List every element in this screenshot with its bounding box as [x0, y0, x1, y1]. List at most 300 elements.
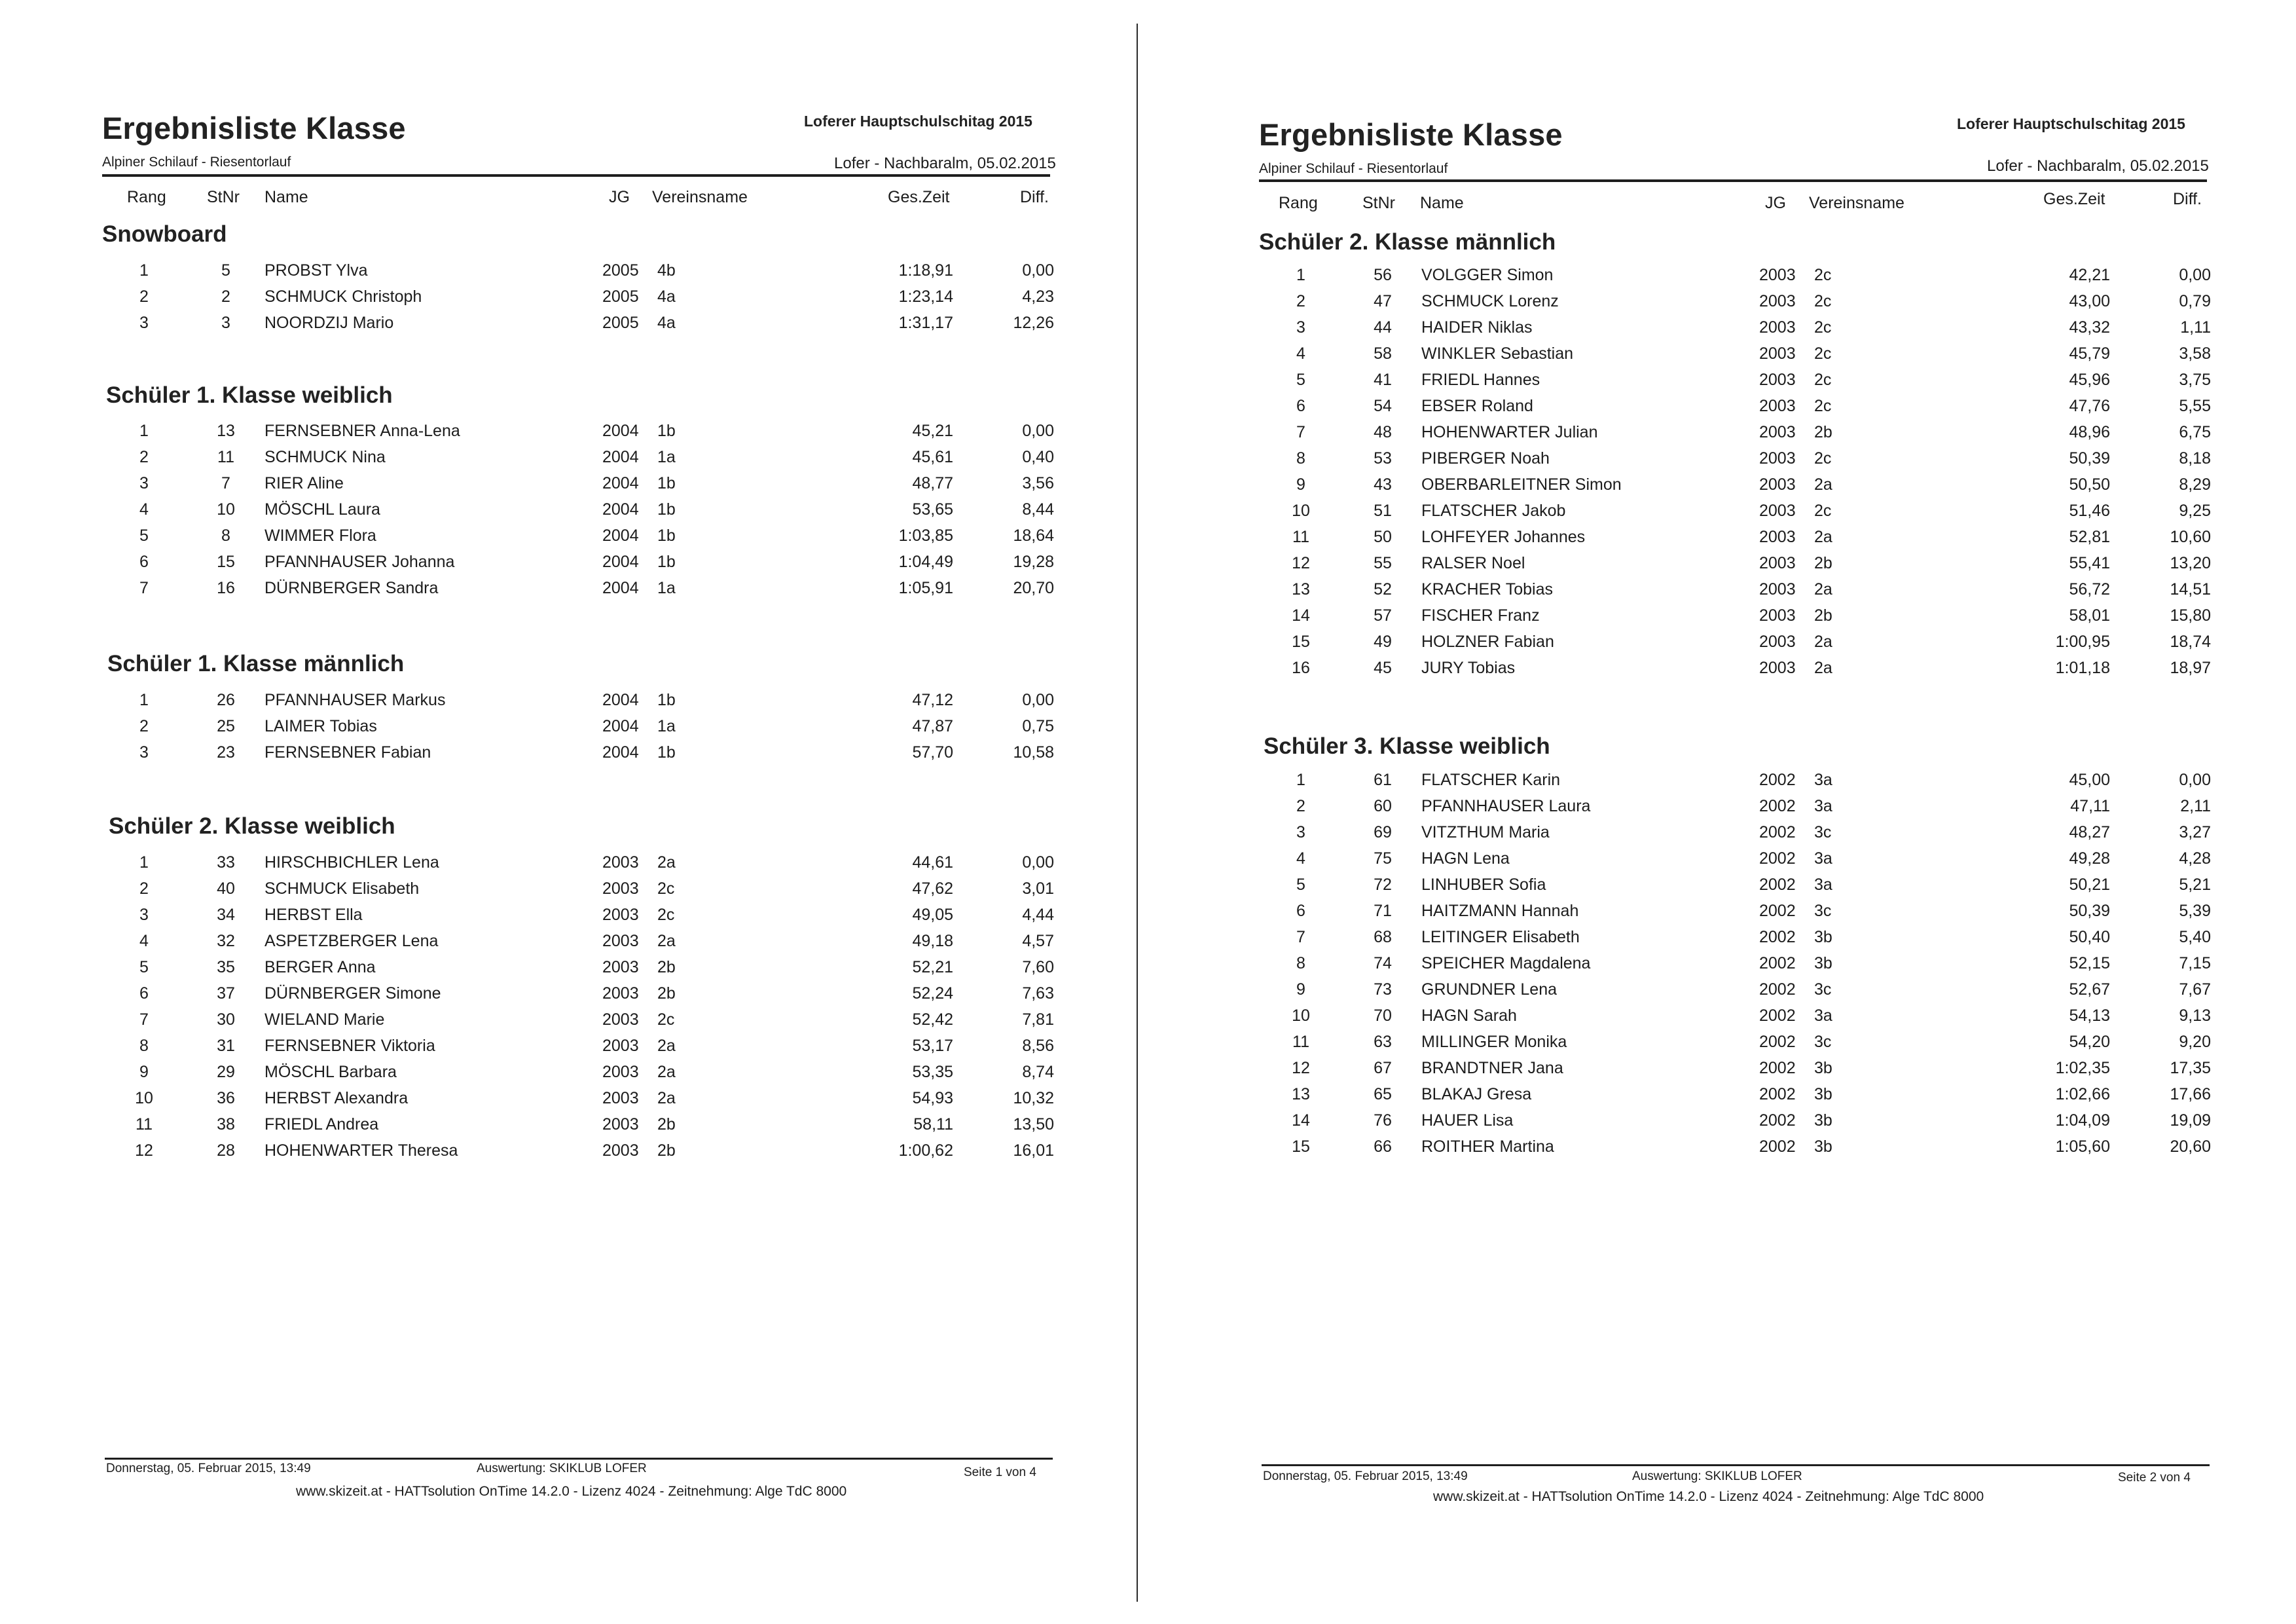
cell-zeit: 49,18 — [912, 932, 953, 950]
cell-verein: 2b — [657, 984, 676, 1003]
table-row — [1157, 550, 2296, 576]
cell-verein: 3c — [1814, 823, 1832, 841]
cell-zeit: 53,35 — [912, 1063, 953, 1081]
table-row — [1157, 1081, 2296, 1107]
cell-jg: 2002 — [1759, 797, 1796, 815]
table-row — [1157, 1029, 2296, 1055]
cell-verein: 2a — [657, 1063, 676, 1081]
cell-name: RIER Aline — [264, 474, 344, 492]
table-row — [0, 739, 1139, 766]
cell-verein: 2c — [657, 906, 675, 924]
cell-jg: 2004 — [602, 500, 639, 519]
cell-verein: 3c — [1814, 980, 1832, 999]
cell-name: PROBST Ylva — [264, 261, 368, 280]
cell-zeit: 54,13 — [2069, 1006, 2110, 1025]
cell-name: OBERBARLEITNER Simon — [1421, 475, 1622, 494]
cell-name: VOLGGER Simon — [1421, 266, 1554, 284]
cell-diff: 0,00 — [1022, 691, 1054, 709]
cell-stnr: 40 — [217, 879, 235, 898]
cell-name: HAIDER Niklas — [1421, 318, 1533, 337]
cell-zeit: 52,67 — [2069, 980, 2110, 999]
cell-jg: 2005 — [602, 287, 639, 306]
cell-diff: 7,67 — [2179, 980, 2211, 999]
cell-verein: 2a — [657, 1037, 676, 1055]
cell-rang: 9 — [1296, 475, 1305, 494]
cell-stnr: 54 — [1374, 397, 1392, 415]
col-stnr: StNr — [1362, 194, 1395, 212]
table-row — [0, 418, 1139, 444]
results-table — [1157, 767, 2296, 1160]
cell-jg: 2002 — [1759, 1033, 1796, 1051]
cell-stnr: 47 — [1374, 292, 1392, 310]
cell-rang: 9 — [1296, 980, 1305, 999]
cell-stnr: 16 — [217, 579, 235, 597]
cell-stnr: 76 — [1374, 1111, 1392, 1130]
cell-jg: 2004 — [602, 448, 639, 466]
cell-verein: 2c — [1814, 449, 1832, 468]
cell-verein: 1b — [657, 691, 676, 709]
cell-verein: 2b — [1814, 606, 1832, 625]
cell-name: PFANNHAUSER Markus — [264, 691, 446, 709]
results-table — [0, 418, 1139, 601]
cell-rang: 2 — [139, 717, 149, 735]
cell-diff: 10,60 — [2170, 528, 2211, 546]
cell-diff: 5,39 — [2179, 902, 2211, 920]
cell-verein: 3a — [1814, 876, 1832, 894]
cell-name: DÜRNBERGER Sandra — [264, 579, 439, 597]
cell-jg: 2002 — [1759, 1059, 1796, 1077]
cell-verein: 3b — [1814, 1111, 1832, 1130]
table-row — [0, 902, 1139, 928]
cell-diff: 8,56 — [1022, 1037, 1054, 1055]
cell-stnr: 43 — [1374, 475, 1392, 494]
table-row — [1157, 524, 2296, 550]
cell-rang: 9 — [139, 1063, 149, 1081]
table-row — [1157, 314, 2296, 341]
cell-rang: 7 — [1296, 423, 1305, 441]
cell-zeit: 47,11 — [2070, 797, 2110, 815]
cell-diff: 20,70 — [1013, 579, 1054, 597]
cell-jg: 2002 — [1759, 1085, 1796, 1103]
cell-stnr: 53 — [1374, 449, 1392, 468]
footer-software: www.skizeit.at - HATTsolution OnTime 14.2.0 - Lizenz 4024 - Zeitnehmung: Alge TdC 8000 — [296, 1484, 847, 1499]
cell-name: WINKLER Sebastian — [1421, 344, 1574, 363]
cell-diff: 5,55 — [2179, 397, 2211, 415]
cell-stnr: 30 — [217, 1010, 235, 1029]
cell-verein: 2a — [1814, 475, 1832, 494]
cell-rang: 14 — [1292, 606, 1310, 625]
cell-name: FLATSCHER Karin — [1421, 771, 1561, 789]
cell-verein: 1b — [657, 474, 676, 492]
cell-zeit: 48,27 — [2069, 823, 2110, 841]
cell-rang: 12 — [1292, 1059, 1310, 1077]
cell-verein: 2c — [1814, 318, 1832, 337]
cell-name: WIMMER Flora — [264, 526, 376, 545]
cell-rang: 11 — [1292, 1033, 1309, 1051]
cell-stnr: 41 — [1374, 371, 1392, 389]
cell-jg: 2004 — [602, 526, 639, 545]
venue-date: Lofer - Nachbaralm, 05.02.2015 — [834, 155, 1056, 172]
cell-zeit: 1:02,35 — [2055, 1059, 2110, 1077]
table-row — [1157, 629, 2296, 655]
cell-verein: 2a — [657, 1089, 676, 1107]
cell-rang: 14 — [1292, 1111, 1310, 1130]
cell-diff: 3,75 — [2179, 371, 2211, 389]
cell-jg: 2005 — [602, 261, 639, 280]
cell-jg: 2003 — [1759, 659, 1796, 677]
cell-diff: 0,00 — [1022, 853, 1054, 872]
cell-rang: 5 — [1296, 371, 1305, 389]
cell-jg: 2002 — [1759, 980, 1796, 999]
cell-name: BRANDTNER Jana — [1421, 1059, 1563, 1077]
cell-verein: 2c — [1814, 292, 1832, 310]
cell-zeit: 45,96 — [2069, 371, 2110, 389]
cell-diff: 7,60 — [1022, 958, 1054, 976]
cell-name: HIRSCHBICHLER Lena — [264, 853, 439, 872]
discipline-subtitle: Alpiner Schilauf - Riesentorlauf — [1259, 161, 1448, 176]
cell-diff: 9,20 — [2179, 1033, 2211, 1051]
cell-rang: 12 — [135, 1141, 153, 1160]
col-zeit: Ges.Zeit — [888, 188, 950, 206]
cell-zeit: 52,42 — [912, 1010, 953, 1029]
table-row — [1157, 872, 2296, 898]
cell-zeit: 50,39 — [2069, 449, 2110, 468]
cell-verein: 2c — [657, 879, 675, 898]
cell-verein: 4a — [657, 314, 676, 332]
cell-rang: 11 — [136, 1115, 153, 1134]
cell-zeit: 56,72 — [2069, 580, 2110, 599]
cell-verein: 3a — [1814, 849, 1832, 868]
cell-diff: 15,80 — [2170, 606, 2211, 625]
cell-jg: 2003 — [602, 932, 639, 950]
page-title: Ergebnisliste Klasse — [102, 111, 406, 145]
cell-zeit: 51,46 — [2069, 502, 2110, 520]
cell-verein: 2b — [657, 1115, 676, 1134]
cell-diff: 3,01 — [1022, 879, 1054, 898]
cell-jg: 2005 — [602, 314, 639, 332]
col-rang: Rang — [127, 188, 166, 206]
col-jg: JG — [1765, 194, 1786, 212]
cell-rang: 1 — [1296, 266, 1305, 284]
section-title: Schüler 2. Klasse männlich — [1259, 229, 1556, 255]
cell-name: NOORDZIJ Mario — [264, 314, 394, 332]
cell-zeit: 57,70 — [912, 743, 953, 762]
cell-zeit: 54,93 — [912, 1089, 953, 1107]
cell-zeit: 43,00 — [2069, 292, 2110, 310]
footer-date: Donnerstag, 05. Februar 2015, 13:49 — [1263, 1469, 1468, 1483]
cell-rang: 4 — [1296, 849, 1305, 868]
cell-rang: 7 — [139, 1010, 149, 1029]
cell-verein: 1b — [657, 422, 676, 440]
cell-jg: 2002 — [1759, 876, 1796, 894]
venue-date: Lofer - Nachbaralm, 05.02.2015 — [1987, 157, 2209, 175]
cell-stnr: 52 — [1374, 580, 1392, 599]
cell-diff: 0,75 — [1022, 717, 1054, 735]
cell-stnr: 65 — [1374, 1085, 1392, 1103]
table-row — [0, 980, 1139, 1006]
cell-diff: 4,28 — [2179, 849, 2211, 868]
cell-verein: 3c — [1814, 1033, 1832, 1051]
cell-zeit: 50,39 — [2069, 902, 2110, 920]
results-table — [0, 257, 1139, 336]
cell-name: PFANNHAUSER Johanna — [264, 553, 455, 571]
cell-name: RALSER Noel — [1421, 554, 1525, 572]
cell-verein: 2c — [1814, 502, 1832, 520]
cell-stnr: 23 — [217, 743, 235, 762]
cell-stnr: 50 — [1374, 528, 1392, 546]
cell-jg: 2003 — [1759, 580, 1796, 599]
cell-diff: 16,01 — [1013, 1141, 1054, 1160]
cell-diff: 19,09 — [2170, 1111, 2211, 1130]
cell-jg: 2002 — [1759, 1006, 1796, 1025]
cell-zeit: 45,21 — [912, 422, 953, 440]
cell-stnr: 13 — [217, 422, 235, 440]
table-row — [0, 523, 1139, 549]
cell-rang: 11 — [1292, 528, 1309, 546]
cell-jg: 2003 — [1759, 475, 1796, 494]
cell-stnr: 38 — [217, 1115, 235, 1134]
cell-stnr: 31 — [217, 1037, 235, 1055]
results-table — [0, 687, 1139, 766]
cell-name: FRIEDL Andrea — [264, 1115, 379, 1134]
cell-diff: 17,66 — [2170, 1085, 2211, 1103]
cell-zeit: 55,41 — [2069, 554, 2110, 572]
cell-verein: 2b — [1814, 423, 1832, 441]
cell-name: FLATSCHER Jakob — [1421, 502, 1566, 520]
cell-jg: 2003 — [602, 1089, 639, 1107]
cell-rang: 16 — [1292, 659, 1310, 677]
cell-zeit: 58,01 — [2069, 606, 2110, 625]
cell-rang: 3 — [139, 743, 149, 762]
cell-verein: 2b — [657, 1141, 676, 1160]
page-title: Ergebnisliste Klasse — [1259, 117, 1563, 152]
cell-name: HERBST Ella — [264, 906, 363, 924]
cell-rang: 6 — [139, 984, 149, 1003]
table-row — [1157, 576, 2296, 602]
cell-jg: 2003 — [602, 984, 639, 1003]
footer-page-number: Seite 2 von 4 — [2118, 1471, 2191, 1485]
cell-stnr: 7 — [221, 474, 230, 492]
cell-stnr: 70 — [1374, 1006, 1392, 1025]
cell-rang: 5 — [139, 526, 149, 545]
cell-jg: 2003 — [1759, 554, 1796, 572]
table-row — [1157, 793, 2296, 819]
cell-diff: 10,58 — [1013, 743, 1054, 762]
table-row — [1157, 767, 2296, 793]
table-row — [0, 687, 1139, 713]
event-name: Loferer Hauptschulschitag 2015 — [1957, 115, 2185, 132]
cell-name: HERBST Alexandra — [264, 1089, 409, 1107]
cell-verein: 1a — [657, 717, 676, 735]
table-row — [1157, 819, 2296, 845]
cell-rang: 2 — [139, 287, 149, 306]
table-row — [1157, 471, 2296, 498]
cell-diff: 8,74 — [1022, 1063, 1054, 1081]
cell-jg: 2003 — [1759, 371, 1796, 389]
cell-name: SCHMUCK Lorenz — [1421, 292, 1559, 310]
cell-jg: 2002 — [1759, 902, 1796, 920]
cell-stnr: 26 — [217, 691, 235, 709]
cell-stnr: 51 — [1374, 502, 1392, 520]
cell-stnr: 37 — [217, 984, 235, 1003]
cell-stnr: 66 — [1374, 1137, 1392, 1156]
col-diff: Diff. — [2173, 190, 2202, 208]
cell-name: HOHENWARTER Julian — [1421, 423, 1598, 441]
cell-rang: 1 — [139, 853, 149, 872]
cell-jg: 2003 — [602, 958, 639, 976]
header-rule — [102, 174, 1050, 177]
cell-rang: 1 — [139, 691, 149, 709]
cell-diff: 13,50 — [1013, 1115, 1054, 1134]
cell-rang: 2 — [139, 879, 149, 898]
cell-name: FERNSEBNER Viktoria — [264, 1037, 435, 1055]
cell-diff: 14,51 — [2170, 580, 2211, 599]
cell-verein: 2c — [1814, 344, 1832, 363]
table-row — [0, 954, 1139, 980]
cell-name: LINHUBER Sofia — [1421, 876, 1546, 894]
cell-diff: 7,15 — [2179, 954, 2211, 972]
cell-zeit: 47,12 — [912, 691, 953, 709]
cell-stnr: 45 — [1374, 659, 1392, 677]
cell-zeit: 1:05,91 — [898, 579, 953, 597]
cell-jg: 2003 — [1759, 423, 1796, 441]
table-row — [1157, 898, 2296, 924]
col-name: Name — [264, 188, 308, 206]
event-name: Loferer Hauptschulschitag 2015 — [804, 113, 1032, 130]
cell-rang: 7 — [139, 579, 149, 597]
cell-verein: 1b — [657, 553, 676, 571]
cell-name: BERGER Anna — [264, 958, 376, 976]
cell-name: JURY Tobias — [1421, 659, 1516, 677]
cell-verein: 4b — [657, 261, 676, 280]
cell-diff: 4,57 — [1022, 932, 1054, 950]
cell-jg: 2003 — [1759, 502, 1796, 520]
cell-diff: 0,00 — [2179, 771, 2211, 789]
cell-zeit: 48,96 — [2069, 423, 2110, 441]
cell-jg: 2003 — [602, 1115, 639, 1134]
table-row — [0, 496, 1139, 523]
cell-stnr: 10 — [217, 500, 235, 519]
cell-jg: 2004 — [602, 553, 639, 571]
cell-rang: 2 — [139, 448, 149, 466]
cell-zeit: 47,76 — [2069, 397, 2110, 415]
cell-stnr: 25 — [217, 717, 235, 735]
col-jg: JG — [609, 188, 630, 206]
cell-stnr: 74 — [1374, 954, 1392, 972]
table-row — [1157, 602, 2296, 629]
cell-verein: 2a — [1814, 580, 1832, 599]
cell-stnr: 56 — [1374, 266, 1392, 284]
cell-stnr: 32 — [217, 932, 235, 950]
cell-jg: 2002 — [1759, 1111, 1796, 1130]
cell-stnr: 3 — [221, 314, 230, 332]
cell-stnr: 15 — [217, 553, 235, 571]
cell-name: HAITZMANN Hannah — [1421, 902, 1579, 920]
table-row — [1157, 419, 2296, 445]
cell-jg: 2003 — [602, 853, 639, 872]
cell-rang: 8 — [1296, 449, 1305, 468]
cell-stnr: 68 — [1374, 928, 1392, 946]
cell-zeit: 1:03,85 — [898, 526, 953, 545]
cell-diff: 2,11 — [2180, 797, 2211, 815]
cell-stnr: 44 — [1374, 318, 1392, 337]
table-row — [0, 257, 1139, 284]
cell-diff: 18,64 — [1013, 526, 1054, 545]
cell-rang: 1 — [1296, 771, 1305, 789]
cell-verein: 2b — [657, 958, 676, 976]
cell-name: ROITHER Martina — [1421, 1137, 1554, 1156]
results-table — [0, 849, 1139, 1164]
table-row — [1157, 1107, 2296, 1134]
table-row — [0, 849, 1139, 876]
cell-jg: 2004 — [602, 579, 639, 597]
cell-diff: 20,60 — [2170, 1137, 2211, 1156]
cell-stnr: 36 — [217, 1089, 235, 1107]
cell-verein: 1a — [657, 579, 676, 597]
cell-zeit: 53,65 — [912, 500, 953, 519]
cell-zeit: 1:00,95 — [2055, 633, 2110, 651]
cell-name: HAUER Lisa — [1421, 1111, 1514, 1130]
cell-name: MÖSCHL Laura — [264, 500, 380, 519]
cell-stnr: 28 — [217, 1141, 235, 1160]
cell-jg: 2002 — [1759, 823, 1796, 841]
cell-verein: 3c — [1814, 902, 1832, 920]
footer-software: www.skizeit.at - HATTsolution OnTime 14.2.0 - Lizenz 4024 - Zeitnehmung: Alge TdC 8000 — [1433, 1489, 1984, 1504]
cell-verein: 2a — [1814, 633, 1832, 651]
cell-zeit: 45,00 — [2069, 771, 2110, 789]
cell-rang: 15 — [1292, 633, 1310, 651]
table-row — [0, 1085, 1139, 1111]
cell-name: SPEICHER Magdalena — [1421, 954, 1591, 972]
cell-stnr: 34 — [217, 906, 235, 924]
cell-zeit: 1:31,17 — [898, 314, 953, 332]
cell-zeit: 45,61 — [912, 448, 953, 466]
cell-stnr: 11 — [217, 448, 234, 466]
col-name: Name — [1420, 194, 1464, 212]
cell-stnr: 35 — [217, 958, 235, 976]
cell-name: MILLINGER Monika — [1421, 1033, 1567, 1051]
table-row — [0, 470, 1139, 496]
table-row — [0, 876, 1139, 902]
cell-rang: 4 — [139, 500, 149, 519]
cell-stnr: 73 — [1374, 980, 1392, 999]
cell-jg: 2003 — [1759, 292, 1796, 310]
cell-zeit: 52,81 — [2069, 528, 2110, 546]
table-row — [1157, 924, 2296, 950]
table-row — [0, 549, 1139, 575]
cell-diff: 0,00 — [1022, 261, 1054, 280]
cell-jg: 2004 — [602, 743, 639, 762]
cell-jg: 2003 — [1759, 266, 1796, 284]
cell-diff: 9,13 — [2179, 1006, 2211, 1025]
section-title: Snowboard — [102, 221, 227, 247]
cell-diff: 18,97 — [2170, 659, 2211, 677]
cell-rang: 3 — [139, 474, 149, 492]
cell-verein: 3b — [1814, 1059, 1832, 1077]
cell-name: PFANNHAUSER Laura — [1421, 797, 1591, 815]
cell-diff: 4,44 — [1022, 906, 1054, 924]
cell-stnr: 29 — [217, 1063, 235, 1081]
cell-zeit: 50,40 — [2069, 928, 2110, 946]
cell-verein: 2c — [1814, 266, 1832, 284]
table-row — [1157, 498, 2296, 524]
cell-zeit: 52,15 — [2069, 954, 2110, 972]
table-row — [1157, 393, 2296, 419]
table-row — [1157, 976, 2296, 1003]
table-row — [0, 1137, 1139, 1164]
cell-name: FERNSEBNER Fabian — [264, 743, 431, 762]
cell-name: HAGN Sarah — [1421, 1006, 1517, 1025]
